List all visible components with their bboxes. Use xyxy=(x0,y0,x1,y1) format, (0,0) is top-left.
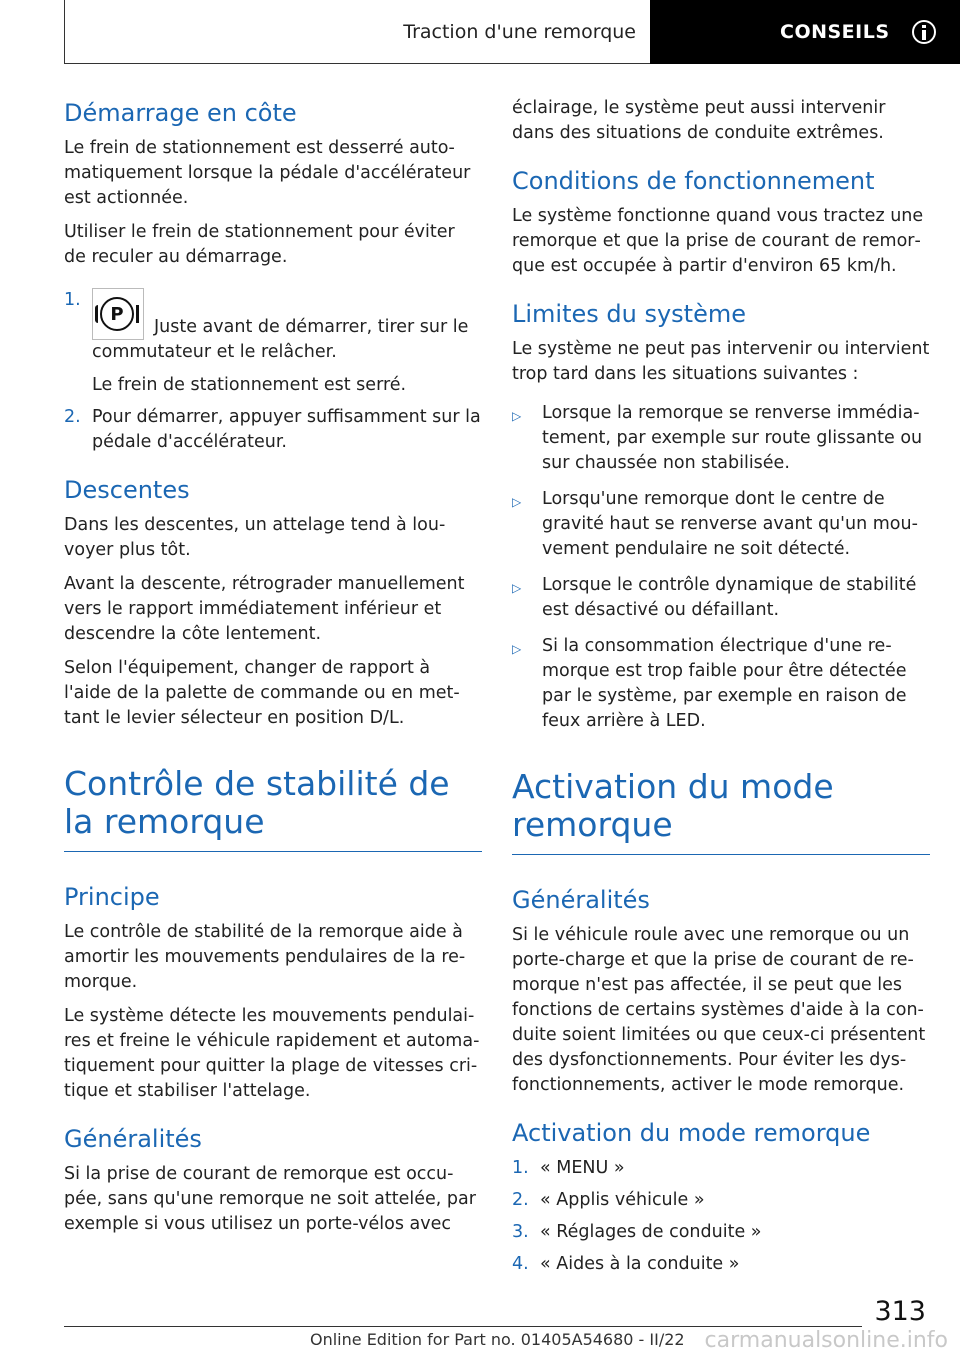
chapter-tab xyxy=(650,0,960,64)
bullet-icon: ▷ xyxy=(512,495,522,509)
bullet-icon: ▷ xyxy=(512,642,522,656)
watermark: carmanualsonline.info xyxy=(704,1328,948,1353)
heading-conditions: Conditions de fonctionnement xyxy=(512,167,875,195)
paragraph: Le système détecte les mouvements pendulaires et freine le véhicule rapidement et automatiquement pour quitter la plage de vitesses critique et stabiliser l'attelage. xyxy=(64,1006,480,1101)
list-item xyxy=(512,1156,930,1181)
step-number: 2. xyxy=(512,1190,529,1210)
limits-list xyxy=(512,401,930,734)
activation-steps xyxy=(512,1156,930,1277)
parking-brake-icon: P xyxy=(92,288,144,340)
section-title: Traction d'une remorque xyxy=(64,0,650,64)
step-number: 1. xyxy=(64,290,81,310)
step-text: « MENU » xyxy=(540,1158,625,1178)
heading-generalites: Généralités xyxy=(64,1125,202,1153)
heading-limites: Limites du système xyxy=(512,300,746,328)
step-text: Pour démarrer, appuyer suffisamment sur la pédale d'accélérateur. xyxy=(92,407,481,452)
paragraph: Le frein de stationnement est desserré automatiquement lorsque la pédale d'accélérateur est actionnée. xyxy=(64,138,471,208)
bullet-icon: ▷ xyxy=(512,581,522,595)
list-item xyxy=(512,573,930,623)
step-text: « Réglages de conduite » xyxy=(540,1222,762,1242)
bullet-text: Lorsque la remorque se renverse immédiatement, par exemple sur route glissante ou sur chaussée non stabilisée. xyxy=(542,403,923,473)
paragraph: Le système fonctionne quand vous tractez une remorque et que la prise de courant de remorque est occupée à partir d'environ 65 km/h. xyxy=(512,206,924,276)
step-subtext: Le frein de stationnement est serré. xyxy=(92,375,407,395)
list-item xyxy=(512,401,930,476)
paragraph: éclairage, le système peut aussi intervenir dans des situations de conduite extrêmes. xyxy=(512,98,886,143)
paragraph: Si le véhicule roule avec une remorque ou un porte-charge et que la prise de courant de remorque n'est pas affectée, il se peut que les fonctions de certains systèmes d'aide à la conduite soient limitées ou que ceux-ci présentent des dysfonctionnements. Pour éviter les dysfonctionnements, activer le mode remorque. xyxy=(512,925,926,1095)
start-steps xyxy=(64,288,482,455)
heading-generalites-2: Généralités xyxy=(512,886,650,914)
page-number: 313 xyxy=(874,1296,926,1327)
paragraph: Le système ne peut pas intervenir ou intervient trop tard dans les situations suivantes : xyxy=(512,339,930,384)
paragraph: Dans les descentes, un attelage tend à louvoyer plus tôt. xyxy=(64,515,446,560)
list-item xyxy=(512,1220,930,1245)
heading-principe: Principe xyxy=(64,883,160,911)
step-number: 3. xyxy=(512,1222,529,1242)
list-item xyxy=(512,487,930,562)
list-item xyxy=(64,288,482,398)
heading-descentes: Descentes xyxy=(64,476,190,504)
list-item xyxy=(512,1252,930,1277)
list-item xyxy=(64,405,482,455)
info-icon xyxy=(912,20,936,44)
page-header xyxy=(64,0,960,64)
paragraph: Avant la descente, rétrograder manuellement vers le rapport immédiatement inférieur et descendre la côte lentement. xyxy=(64,574,465,644)
chapter-title: CONSEILS xyxy=(780,21,890,43)
paragraph: Si la prise de courant de remorque est occupée, sans qu'une remorque ne soit attelée, par exemple si vous utilisez un porte-vélos avec xyxy=(64,1164,476,1234)
heading-trailer-mode: Activation du mode remorque xyxy=(512,768,930,855)
right-column xyxy=(512,96,930,1284)
step-text: Juste avant de démarrer, tirer sur le commutateur et le relâcher. xyxy=(92,317,469,362)
edition-footer: Online Edition for Part no. 01405A54680 - II/22 xyxy=(310,1330,685,1349)
bullet-text: Si la consommation électrique d'une remorque est trop faible pour être détectée par le système, par exemple en raison de feux arrière à LED. xyxy=(542,636,907,731)
step-number: 4. xyxy=(512,1254,529,1274)
list-item xyxy=(512,1188,930,1213)
bullet-icon: ▷ xyxy=(512,409,522,423)
heading-trailer-stability: Contrôle de stabilité de la remorque xyxy=(64,765,482,852)
list-item xyxy=(512,634,930,734)
paragraph: Utiliser le frein de stationnement pour éviter de reculer au démarrage. xyxy=(64,222,455,267)
step-text: « Applis véhicule » xyxy=(540,1190,705,1210)
bullet-text: Lorsque le contrôle dynamique de stabilité est désactivé ou défaillant. xyxy=(542,575,917,620)
heading-hill-start: Démarrage en côte xyxy=(64,99,297,127)
step-text: « Aides à la conduite » xyxy=(540,1254,740,1274)
left-column xyxy=(64,98,482,1246)
footer-divider xyxy=(64,1326,862,1327)
paragraph: Le contrôle de stabilité de la remorque aide à amortir les mouvements pendulaires de la remorque. xyxy=(64,922,466,992)
step-number: 2. xyxy=(64,407,81,427)
paragraph: Selon l'équipement, changer de rapport à l'aide de la palette de commande ou en mettant le levier sélecteur en position D/L. xyxy=(64,658,460,728)
heading-activation-steps: Activation du mode remorque xyxy=(512,1119,871,1147)
bullet-text: Lorsqu'une remorque dont le centre de gravité haut se renverse avant qu'un mouvement pendulaire ne soit détecté. xyxy=(542,489,918,559)
step-number: 1. xyxy=(512,1158,529,1178)
